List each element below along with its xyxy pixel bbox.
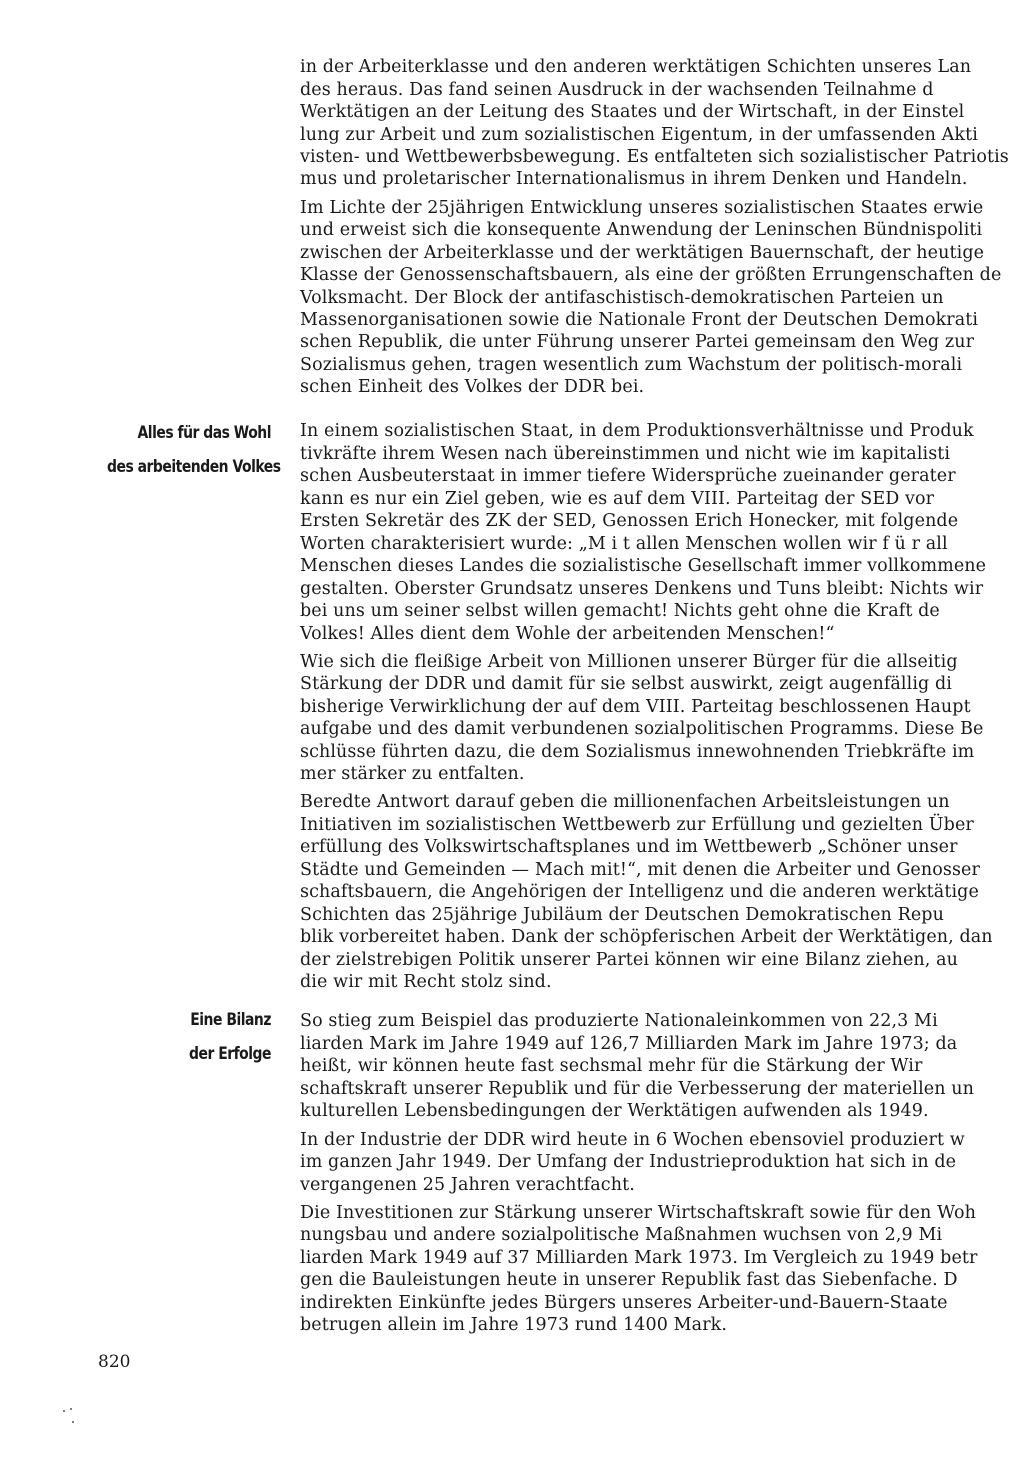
text-line: bisherige Verwirklichung der auf dem VIII. Parteitag beschlossenen Haupt [300, 697, 971, 717]
text-line: Initiativen im sozialistischen Wettbewerb zur Erfüllung und gezielten Über [300, 815, 974, 835]
text-line: visten- und Wettbewerbsbewegung. Es entfalteten sich sozialistischer Patriotis [300, 147, 1009, 167]
side-heading-line: der Erfolge [189, 1044, 271, 1064]
side-heading-line: Alles für das Wohl [137, 423, 271, 443]
text-line: Volksmacht. Der Block der antifaschistisch-demokratischen Parteien un [300, 288, 944, 308]
text-line: heißt, wir können heute fast sechsmal mehr für die Stärkung der Wir [300, 1056, 923, 1076]
text-line: bei uns um seiner selbst willen gemacht! Nichts geht ohne die Kraft de [300, 601, 940, 621]
text-line: tivkräfte ihrem Wesen nach übereinstimmen und nicht wie im kapitalisti [300, 444, 951, 464]
text-line: Städte und Gemeinden — Mach mit!“, mit denen die Arbeiter und Genosser [300, 860, 980, 880]
text-line: indirekten Einkünfte jedes Bürgers unseres Arbeiter-und-Bauern-Staate [300, 1293, 948, 1313]
text-line: schlüsse führten dazu, die dem Sozialismus innewohnenden Triebkräfte im [300, 742, 975, 762]
text-line: der zielstrebigen Politik unserer Partei können wir eine Bilanz ziehen, au [300, 950, 959, 970]
text-line: schen Ausbeuterstaat in immer tiefere Widersprüche zueinander gerater [300, 466, 956, 486]
text-line: kulturellen Lebensbedingungen der Werktätigen aufwenden als 1949. [300, 1101, 929, 1121]
text-line: Ersten Sekretär des ZK der SED, Genossen Erich Honecker, mit folgende [300, 511, 959, 531]
text-line: erfüllung des Volkswirtschaftsplanes und im Wettbewerb „Schöner unser [300, 837, 958, 857]
text-line: liarden Mark 1949 auf 37 Milliarden Mark 1973. Im Vergleich zu 1949 betr [300, 1248, 978, 1268]
text-line: mus und proletarischer Internationalismus in ihrem Denken und Handeln. [300, 169, 968, 189]
text-line: schaftskraft unserer Republik und für die Verbesserung der materiellen un [300, 1079, 974, 1099]
text-line: nungsbau und andere sozialpolitische Maßnahmen wuchsen von 2,9 Mi [300, 1225, 943, 1245]
text-line: Beredte Antwort darauf geben die millionenfachen Arbeitsleistungen un [300, 792, 950, 812]
text-line: zwischen der Arbeiterklasse und der werktätigen Bauernschaft, der heutige [300, 243, 985, 263]
text-line: Menschen dieses Landes die sozialistische Gesellschaft immer vollkommene [300, 556, 987, 576]
text-line: Schichten das 25jährige Jubiläum der Deutschen Demokratischen Repu [300, 905, 944, 925]
text-line: So stieg zum Beispiel das produzierte Nationaleinkommen von 22,3 Mi [300, 1011, 938, 1031]
text-line: Sozialismus gehen, tragen wesentlich zum Wachstum der politisch-morali [300, 355, 963, 375]
text-line: mer stärker zu entfalten. [300, 764, 525, 784]
text-line: Volkes! Alles dient dem Wohle der arbeitenden Menschen!“ [300, 624, 835, 644]
text-line: schen Republik, die unter Führung unserer Partei gemeinsam den Weg zur [300, 332, 975, 352]
text-line: schaftsbauern, die Angehörigen der Intelligenz und die anderen werktätige [300, 882, 979, 902]
text-line: kann es nur ein Ziel geben, wie es auf dem VIII. Parteitag der SED vor [300, 489, 935, 509]
text-line: Stärkung der DDR und damit für sie selbst auswirkt, zeigt augenfällig di [300, 674, 952, 694]
text-line: im ganzen Jahr 1949. Der Umfang der Industrieproduktion hat sich in de [300, 1152, 957, 1172]
text-line: vergangenen 25 Jahren verachtfacht. [300, 1175, 635, 1195]
text-line: Die Investitionen zur Stärkung unserer Wirtschaftskraft sowie für den Woh [300, 1203, 976, 1223]
text-line: die wir mit Recht stolz sind. [300, 972, 552, 992]
page-number: 820 [98, 1352, 131, 1372]
scan-specks [62, 1408, 76, 1428]
text-line: Werktätigen an der Leitung des Staates und der Wirtschaft, in der Einstel [300, 102, 965, 122]
text-line: Massenorganisationen sowie die Nationale Front der Deutschen Demokrati [300, 310, 979, 330]
side-heading-line: Eine Bilanz [190, 1010, 271, 1030]
text-line: gen die Bauleistungen heute in unserer Republik fast das Siebenfache. D [300, 1270, 958, 1290]
text-line: aufgabe und des damit verbundenen sozialpolitischen Programms. Diese Be [300, 719, 984, 739]
text-line: und erweist sich die konsequente Anwendung der Leninschen Bündnispoliti [300, 220, 983, 240]
text-line: In einem sozialistischen Staat, in dem Produktionsverhältnisse und Produk [300, 421, 974, 441]
text-line: lung zur Arbeit und zum sozialistischen Eigentum, in der umfassenden Akti [300, 125, 978, 145]
text-line: Im Lichte der 25jährigen Entwicklung unseres sozialistischen Staates erwie [300, 198, 984, 218]
text-line: betrugen allein im Jahre 1973 rund 1400 Mark. [300, 1315, 728, 1335]
text-line: gestalten. Oberster Grundsatz unseres Denkens und Tuns bleibt: Nichts wir [300, 579, 984, 599]
side-heading-line: des arbeitenden Volkes [107, 457, 281, 477]
text-line: liarden Mark im Jahre 1949 auf 126,7 Milliarden Mark im Jahre 1973; da [300, 1034, 958, 1054]
text-line: schen Einheit des Volkes der DDR bei. [300, 377, 645, 397]
text-line: Wie sich die fleißige Arbeit von Millionen unserer Bürger für die allseitig [300, 652, 958, 672]
text-line: Klasse der Genossenschaftsbauern, als eine der größten Errungenschaften de [300, 265, 1002, 285]
text-line: in der Arbeiterklasse und den anderen werktätigen Schichten unseres Lan [300, 57, 972, 77]
text-line: In der Industrie der DDR wird heute in 6 Wochen ebensoviel produziert w [300, 1130, 965, 1150]
text-line: des heraus. Das fand seinen Ausdruck in der wachsenden Teilnahme d [300, 80, 934, 100]
text-line: blik vorbereitet haben. Dank der schöpferischen Arbeit der Werktätigen, dan [300, 927, 993, 947]
text-line: Worten charakterisiert wurde: „M i t allen Menschen wollen wir f ü r all [300, 534, 948, 554]
